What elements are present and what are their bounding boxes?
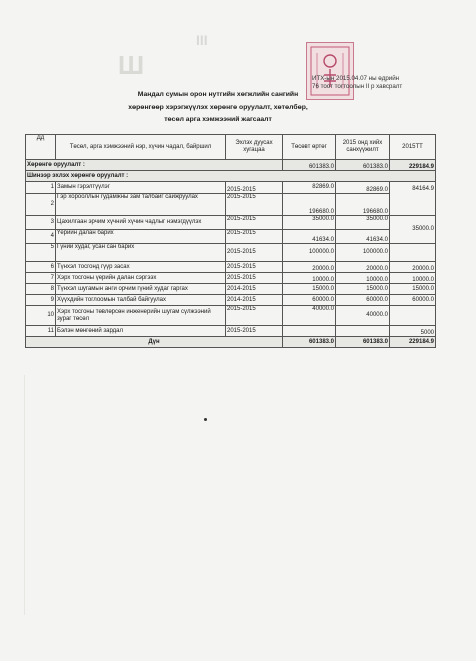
row-period: 2015-2015 — [226, 262, 283, 273]
row-cost: 20000.0 — [283, 262, 336, 273]
new-investment-label: Шинээр эхлэх хөрөнгө оруулалт : — [26, 171, 436, 182]
row-name: Бэлэн мөнгөний зардал — [56, 326, 226, 337]
row-cost — [283, 326, 336, 337]
row-no: 4 — [26, 230, 56, 244]
investment-tt: 229184.9 — [390, 160, 436, 171]
row-name: Үерийн далан барих — [56, 230, 226, 244]
ink-dot — [204, 418, 207, 421]
row-cost: 60000.0 — [283, 295, 336, 306]
row-name: Гүний худаг, усан сан барих — [56, 244, 226, 262]
approval-line-2: 76 тоот тогтоолын II р хавсралт — [312, 83, 403, 90]
table-row — [26, 216, 436, 230]
table-row — [26, 230, 436, 244]
row-tt — [390, 244, 436, 262]
total-cost: 601383.0 — [283, 337, 336, 348]
row-period: 2015-2015 — [226, 216, 283, 230]
row-period: 2015-2015 — [226, 326, 283, 337]
table-row — [26, 182, 436, 194]
row-tt — [390, 306, 436, 326]
row-tt: 35000.0 — [390, 216, 436, 244]
row-tt: 60000.0 — [390, 295, 436, 306]
total-tt: 229184.9 — [390, 337, 436, 348]
row-cost: 35000.0 — [283, 216, 336, 230]
row-tt: 10000.0 — [390, 273, 436, 284]
row-period: 2015-2015 — [226, 182, 283, 194]
row-no: 9 — [26, 295, 56, 306]
row-funding: 82869.0 — [336, 182, 390, 194]
investment-summary-row — [26, 160, 436, 171]
header-funding-2015: 2015 онд хийх санхүүжилт — [336, 135, 390, 160]
row-tt: 15000.0 — [390, 284, 436, 295]
row-no: 8 — [26, 284, 56, 295]
header-cost: Төсөвт өртөг — [283, 135, 336, 160]
row-name: Түнхэл шугамын анги орчим гүний худаг гаргах — [56, 284, 226, 295]
row-cost: 41634.0 — [283, 230, 336, 244]
row-cost: 40000.0 — [283, 306, 336, 326]
row-funding: 15000.0 — [336, 284, 390, 295]
row-no: 10 — [26, 306, 56, 326]
row-no: 5 — [26, 244, 56, 262]
show-through-mark: ІІІ — [196, 32, 208, 48]
document-title — [88, 89, 348, 127]
row-funding: 40000.0 — [336, 306, 390, 326]
row-name: Гэр хорооллын гудамжны зам талбайг сайжруулах — [56, 194, 226, 216]
header-period: Эхлэх дуусах хугацаа — [226, 135, 283, 160]
title-line-1: Мандал сумын орон нутгийн хөгжлийн сангийн — [137, 91, 299, 98]
total-label: Дүн — [26, 337, 283, 348]
header-project: Төсөл, арга хэмжээний нэр, хүчин чадал, байршил — [56, 135, 226, 160]
header-tt-2015: 2015ТТ — [390, 135, 436, 160]
row-cost: 15000.0 — [283, 284, 336, 295]
page-margin-shadow — [24, 375, 25, 615]
table-row — [26, 306, 436, 326]
row-period: 2014-2015 — [226, 284, 283, 295]
row-cost: 196680.0 — [283, 194, 336, 216]
row-period: 2015-2015 — [226, 230, 283, 244]
row-no: 11 — [26, 326, 56, 337]
row-tt: 84164.9 — [390, 182, 436, 216]
investment-label: Хөрөнгө оруулалт : — [26, 160, 283, 171]
row-cost: 10000.0 — [283, 273, 336, 284]
row-funding: 10000.0 — [336, 273, 390, 284]
table-row — [26, 194, 436, 216]
title-line-2: хөрөнгөөр хэрэгжүүлэх хөрөнгө оруулалт, хөтөлбөр, — [128, 103, 308, 111]
row-no: 7 — [26, 273, 56, 284]
row-funding: 41634.0 — [336, 230, 390, 244]
row-cost: 82869.0 — [283, 182, 336, 194]
approval-line-1: ИТХ-ын 2015.04.07 ны өдрийн — [312, 75, 400, 82]
row-funding — [336, 326, 390, 337]
table-row — [26, 295, 436, 306]
row-name: Хэрх тосгоны үерийн далан сэргээх — [56, 273, 226, 284]
row-period: 2015-2015 — [226, 306, 283, 326]
row-funding: 196680.0 — [336, 194, 390, 216]
row-name: Түнхэл тосгонд гүүр засах — [56, 262, 226, 273]
header-no: Дд — [26, 135, 56, 160]
table-row — [26, 326, 436, 337]
row-no: 2 — [26, 194, 56, 216]
row-name: Хэрх тосгоны төвлөрсөн инженерийн шугам сүлжээний зураг төсөл — [56, 306, 226, 326]
total-funding: 601383.0 — [336, 337, 390, 348]
row-cost: 100000.0 — [283, 244, 336, 262]
row-funding: 100000.0 — [336, 244, 390, 262]
row-funding: 60000.0 — [336, 295, 390, 306]
row-period: 2015-2015 — [226, 194, 283, 216]
title-line-3: төсөл арга хэмжээний жагсаалт — [164, 116, 272, 123]
row-tt: 20000.0 — [390, 262, 436, 273]
row-funding: 35000.0 — [336, 216, 390, 230]
investment-cost: 601383.0 — [283, 160, 336, 171]
row-funding: 20000.0 — [336, 262, 390, 273]
row-name: Замын гэрэлтүүлэг — [56, 182, 226, 194]
investment-funding: 601383.0 — [336, 160, 390, 171]
row-no: 1 — [26, 182, 56, 194]
row-period: 2015-2015 — [226, 244, 283, 262]
row-no: 6 — [26, 262, 56, 273]
row-period: 2014-2015 — [226, 295, 283, 306]
table-row — [26, 244, 436, 262]
row-no: 3 — [26, 216, 56, 230]
table-row — [26, 273, 436, 284]
row-tt: 5000 — [390, 326, 436, 337]
table-row — [26, 284, 436, 295]
investment-table — [25, 134, 436, 348]
table-header-row — [26, 135, 436, 160]
row-period: 2015-2015 — [226, 273, 283, 284]
new-investment-row — [26, 171, 436, 182]
row-name: Цахилгаан эрчим хүчний хүчин чадлыг нэмэгдүүлэх — [56, 216, 226, 230]
show-through-mark: Ш — [118, 50, 145, 80]
table-row — [26, 262, 436, 273]
total-row — [26, 337, 436, 348]
row-name: Хүүхдийн тоглоомын талбай байгуулах — [56, 295, 226, 306]
